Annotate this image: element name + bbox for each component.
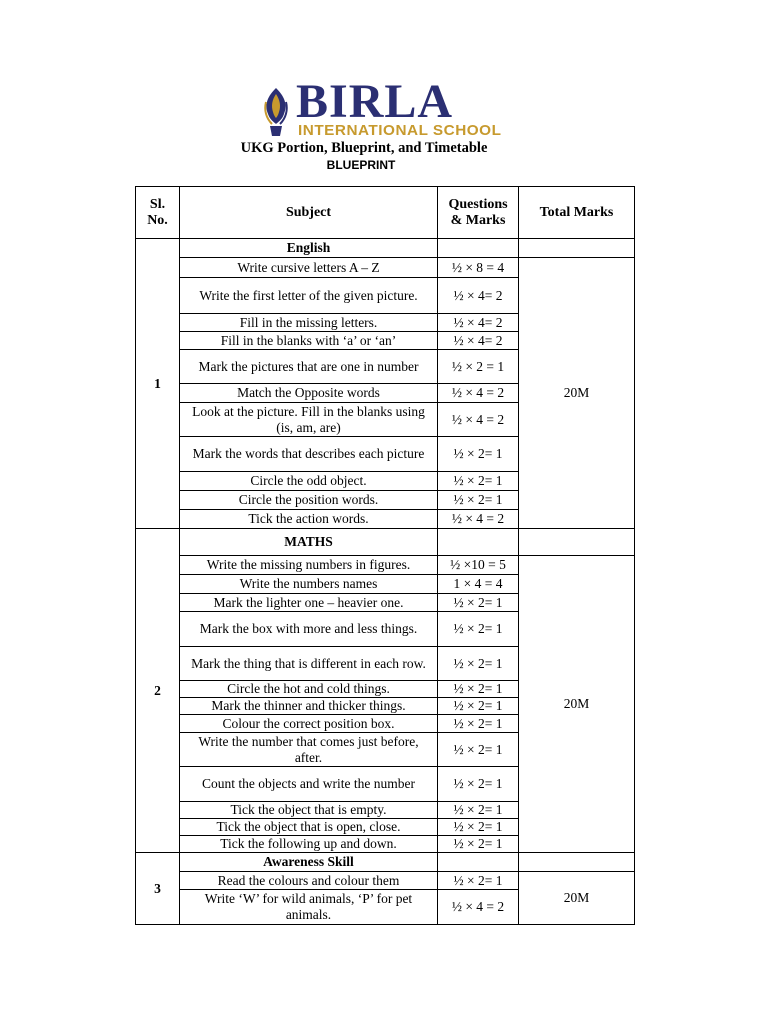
total-marks-cell: 20M — [519, 258, 635, 529]
marks-cell: ½ × 2= 1 — [438, 715, 519, 733]
subject-cell: Write cursive letters A – Z — [180, 258, 438, 278]
subject-cell: Tick the action words. — [180, 510, 438, 529]
subject-cell: Write the missing numbers in figures. — [180, 556, 438, 575]
subject-cell: Mark the thinner and thicker things. — [180, 698, 438, 715]
blueprint-table — [135, 186, 635, 925]
header-subject: Subject — [180, 187, 438, 239]
subject-cell: Mark the thing that is different in each row. — [180, 647, 438, 681]
subject-cell: Write the first letter of the given picture. — [180, 278, 438, 314]
section-number: 2 — [136, 529, 180, 853]
section-name: MATHS — [180, 529, 438, 556]
marks-cell: ½ × 2= 1 — [438, 437, 519, 472]
school-logo — [256, 75, 516, 144]
section-row-english — [136, 239, 635, 258]
section-number: 3 — [136, 853, 180, 925]
subject-cell: Colour the correct position box. — [180, 715, 438, 733]
marks-cell: ½ × 2= 1 — [438, 491, 519, 510]
table-row — [136, 258, 635, 278]
header-total-marks: Total Marks — [519, 187, 635, 239]
subject-cell: Fill in the blanks with ‘a’ or ‘an’ — [180, 332, 438, 350]
marks-cell: ½ × 2= 1 — [438, 836, 519, 853]
subject-cell: Look at the picture. Fill in the blanks using (is, am, are) — [180, 403, 438, 437]
marks-cell: ½ × 2= 1 — [438, 472, 519, 491]
table-row — [136, 872, 635, 890]
section-name: Awareness Skill — [180, 853, 438, 872]
subject-cell: Write ‘W’ for wild animals, ‘P’ for pet animals. — [180, 890, 438, 925]
marks-cell: ½ × 4= 2 — [438, 314, 519, 332]
logo-subtitle: INTERNATIONAL SCHOOL — [298, 122, 502, 139]
table-header-row — [136, 187, 635, 239]
marks-cell: ½ × 2= 1 — [438, 767, 519, 802]
marks-cell: ½ × 4= 2 — [438, 278, 519, 314]
marks-cell: ½ × 2 = 1 — [438, 350, 519, 384]
header-sl-no: Sl. No. — [136, 187, 180, 239]
marks-cell: ½ × 2= 1 — [438, 612, 519, 647]
subject-cell: Tick the object that is empty. — [180, 802, 438, 819]
subject-cell: Mark the lighter one – heavier one. — [180, 594, 438, 612]
section-row-maths — [136, 529, 635, 556]
subject-cell: Tick the object that is open, close. — [180, 819, 438, 836]
subject-cell: Circle the position words. — [180, 491, 438, 510]
marks-cell: ½ × 4 = 2 — [438, 890, 519, 925]
torch-emblem-icon — [258, 84, 294, 144]
subject-cell: Mark the words that describes each picture — [180, 437, 438, 472]
logo-wordmark: BIRLA — [296, 75, 454, 128]
marks-cell: ½ × 4= 2 — [438, 332, 519, 350]
marks-cell: ½ × 2= 1 — [438, 872, 519, 890]
marks-cell: ½ × 2= 1 — [438, 594, 519, 612]
total-marks-cell: 20M — [519, 556, 635, 853]
total-marks-cell: 20M — [519, 872, 635, 925]
page-title: UKG Portion, Blueprint, and Timetable — [240, 140, 488, 156]
subject-cell: Fill in the missing letters. — [180, 314, 438, 332]
marks-cell: ½ × 4 = 2 — [438, 384, 519, 403]
section-row-awareness-skill — [136, 853, 635, 872]
marks-cell: ½ × 2= 1 — [438, 681, 519, 698]
table-row — [136, 556, 635, 575]
marks-cell: ½ × 4 = 2 — [438, 403, 519, 437]
subject-cell: Mark the box with more and less things. — [180, 612, 438, 647]
subject-cell: Count the objects and write the number — [180, 767, 438, 802]
section-title: BLUEPRINT — [326, 158, 396, 172]
section-number: 1 — [136, 239, 180, 529]
subject-cell: Write the numbers names — [180, 575, 438, 594]
subject-cell: Tick the following up and down. — [180, 836, 438, 853]
subject-cell: Read the colours and colour them — [180, 872, 438, 890]
marks-cell: 1 × 4 = 4 — [438, 575, 519, 594]
marks-cell: ½ × 2= 1 — [438, 819, 519, 836]
section-name: English — [180, 239, 438, 258]
marks-cell: ½ × 8 = 4 — [438, 258, 519, 278]
marks-cell: ½ × 2= 1 — [438, 698, 519, 715]
marks-cell: ½ × 2= 1 — [438, 733, 519, 767]
marks-cell: ½ × 2= 1 — [438, 802, 519, 819]
subject-cell: Mark the pictures that are one in number — [180, 350, 438, 384]
subject-cell: Circle the odd object. — [180, 472, 438, 491]
marks-cell: ½ ×10 = 5 — [438, 556, 519, 575]
header-questions-marks: Questions & Marks — [438, 187, 519, 239]
subject-cell: Match the Opposite words — [180, 384, 438, 403]
marks-cell: ½ × 2= 1 — [438, 647, 519, 681]
subject-cell: Write the number that comes just before, after. — [180, 733, 438, 767]
subject-cell: Circle the hot and cold things. — [180, 681, 438, 698]
marks-cell: ½ × 4 = 2 — [438, 510, 519, 529]
